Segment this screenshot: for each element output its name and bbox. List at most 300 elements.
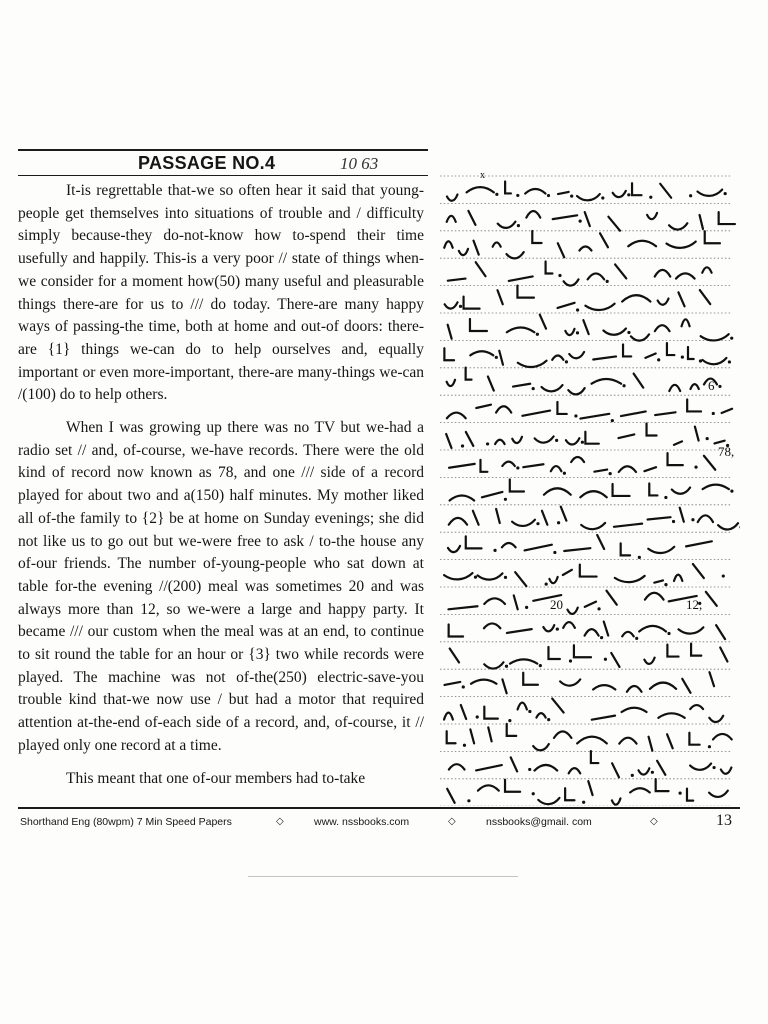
shorthand-stroke — [478, 785, 499, 790]
shorthand-stroke — [560, 679, 580, 685]
shorthand-dot — [739, 526, 740, 529]
shorthand-stroke — [687, 789, 693, 801]
shorthand-stroke — [612, 763, 619, 777]
shorthand-stroke — [678, 292, 684, 306]
shorthand-stroke — [507, 629, 532, 633]
shorthand-stroke — [622, 632, 633, 637]
shorthand-stroke — [447, 413, 466, 419]
shorthand-stroke — [563, 570, 572, 575]
shorthand-stroke — [669, 223, 687, 229]
shorthand-stroke — [581, 523, 605, 529]
shorthand-stroke — [593, 685, 615, 689]
shorthand-stroke — [655, 412, 675, 415]
shorthand-stroke — [538, 798, 559, 804]
shorthand-stroke — [553, 215, 577, 219]
shorthand-stroke — [466, 368, 472, 380]
shorthand-dot — [718, 385, 721, 388]
shorthand-stroke — [505, 181, 511, 193]
shorthand-stroke — [667, 734, 673, 748]
shorthand-dot — [504, 498, 507, 501]
shorthand-dot — [724, 192, 727, 195]
shorthand-stroke — [687, 399, 701, 411]
shorthand-stroke — [639, 626, 666, 632]
shorthand-stroke — [713, 734, 732, 740]
shorthand-stroke — [525, 189, 545, 194]
shorthand-stroke — [577, 737, 607, 744]
scan-edge-line — [248, 876, 518, 877]
shorthand-stroke — [476, 262, 486, 276]
shorthand-dot — [681, 355, 684, 358]
shorthand-dot — [461, 444, 464, 447]
shorthand-stroke — [619, 466, 636, 472]
shorthand-stroke — [674, 575, 682, 581]
shorthand-stroke — [558, 303, 575, 308]
shorthand-stroke — [470, 729, 474, 743]
shorthand-dot — [545, 583, 548, 586]
shorthand-stroke — [533, 744, 549, 750]
shorthand-stroke — [600, 233, 608, 247]
shorthand-stroke — [554, 731, 571, 738]
shorthand-dot — [467, 799, 470, 802]
shorthand-stroke — [447, 194, 458, 200]
shorthand-dot — [505, 665, 508, 668]
shorthand-stroke — [592, 716, 615, 720]
shorthand-dot — [712, 412, 715, 415]
shorthand-stroke — [542, 385, 563, 391]
passage-title: PASSAGE NO.4 — [138, 153, 276, 173]
shorthand-dot — [495, 356, 498, 359]
shorthand-stroke — [561, 507, 567, 521]
shorthand-stroke — [447, 789, 454, 803]
shorthand-dot — [582, 801, 585, 804]
shorthand-stroke — [542, 511, 547, 525]
shorthand-stroke — [700, 215, 703, 229]
shorthand-stroke — [588, 273, 605, 279]
shorthand-stroke — [615, 264, 626, 278]
shorthand-stroke — [700, 290, 710, 304]
shorthand-stroke — [703, 485, 729, 490]
shorthand-dot — [569, 659, 572, 662]
shorthand-stroke — [579, 246, 591, 250]
shorthand-dot — [631, 774, 634, 777]
shorthand-dot — [627, 331, 630, 334]
shorthand-dot — [553, 551, 556, 554]
shorthand-stroke — [461, 705, 466, 719]
shorthand-dot — [504, 576, 507, 579]
shorthand-stroke — [606, 591, 616, 605]
shorthand-dot — [622, 384, 625, 387]
shorthand-stroke — [444, 348, 454, 360]
shorthand-dot — [706, 437, 709, 440]
diamond-icon: ◇ — [448, 816, 456, 827]
shorthand-dot — [463, 744, 466, 747]
shorthand-dot — [579, 220, 582, 223]
shorthand-stroke — [567, 608, 577, 614]
shorthand-dot — [558, 274, 561, 277]
shorthand-stroke — [628, 241, 656, 246]
shorthand-stroke — [552, 356, 563, 360]
shorthand-dot — [657, 358, 660, 361]
shorthand-stroke — [449, 518, 467, 525]
shorthand-stroke — [647, 213, 657, 219]
shorthand-stroke — [704, 456, 715, 470]
shorthand-dot — [664, 496, 667, 499]
shorthand-stroke — [668, 453, 683, 465]
shorthand-stroke — [709, 791, 728, 797]
shorthand-stroke — [622, 295, 650, 301]
shorthand-stroke — [721, 768, 732, 774]
shorthand-stroke — [470, 351, 493, 355]
shorthand-stroke — [502, 679, 506, 693]
shorthand-stroke — [674, 441, 682, 444]
shorthand-stroke — [594, 470, 607, 472]
shorthand-stroke — [523, 673, 538, 685]
shorthand-stroke — [484, 598, 505, 604]
shorthand-stroke — [448, 546, 460, 552]
shorthand-stroke — [716, 625, 725, 639]
shorthand-stroke — [657, 761, 665, 775]
shorthand-stroke — [569, 768, 581, 773]
shorthand-stroke — [630, 788, 650, 792]
shorthand-stroke — [698, 515, 713, 522]
handwritten-note-text: 10 63 — [340, 154, 379, 173]
shorthand-stroke — [682, 679, 690, 693]
shorthand-stroke — [445, 682, 461, 685]
shorthand-stroke — [611, 653, 619, 667]
shorthand-stroke — [488, 377, 494, 391]
shorthand-stroke — [480, 460, 487, 472]
shorthand-stroke — [612, 798, 621, 804]
shorthand-dot — [570, 194, 573, 197]
shorthand-stroke — [571, 457, 584, 462]
shorthand-stroke — [470, 319, 487, 331]
shorthand-dot — [635, 637, 638, 640]
shorthand-stroke — [658, 298, 669, 304]
shorthand-stroke — [709, 672, 714, 686]
shorthand-stroke — [580, 414, 609, 419]
shorthand-dot — [638, 556, 641, 559]
shorthand-stroke — [695, 427, 699, 441]
footer-book-title: Shorthand Eng (80wpm) 7 Min Speed Papers — [20, 816, 232, 828]
shorthand-stroke — [564, 548, 590, 551]
shorthand-stroke — [488, 727, 491, 741]
shorthand-dot — [604, 658, 607, 661]
shorthand-stroke — [676, 273, 695, 278]
shorthand-stroke — [507, 252, 524, 258]
shorthand-stroke — [593, 356, 616, 359]
shorthand-stroke — [467, 187, 494, 192]
shorthand-dot — [576, 308, 579, 311]
shorthand-stroke — [615, 576, 645, 582]
shorthand-stroke — [518, 703, 527, 710]
shorthand-dot — [565, 360, 568, 363]
shorthand-stroke — [471, 680, 497, 684]
shorthand-stroke — [474, 241, 479, 255]
shorthand-dot — [601, 196, 604, 199]
shorthand-dot — [708, 745, 711, 748]
shorthand-stroke — [464, 297, 480, 309]
shorthand-label-78: 78, — [718, 444, 735, 459]
shorthand-stroke — [585, 304, 614, 310]
shorthand-stroke — [627, 686, 642, 692]
shorthand-stroke — [536, 713, 545, 717]
shorthand-stroke — [622, 708, 647, 712]
shorthand-stroke — [580, 491, 606, 497]
shorthand-dot — [627, 193, 630, 196]
shorthand-stroke — [484, 707, 498, 719]
shorthand-dot — [547, 718, 550, 721]
shorthand-label-x: x — [480, 170, 485, 181]
shorthand-stroke — [585, 432, 598, 444]
shorthand-stroke — [557, 402, 566, 414]
shorthand-stroke — [568, 388, 584, 394]
shorthand-stroke — [523, 464, 543, 467]
shorthand-stroke — [619, 738, 636, 744]
shorthand-stroke — [448, 606, 477, 609]
shorthand-stroke — [680, 508, 684, 522]
shorthand-stroke — [591, 751, 598, 763]
shorthand-stroke — [585, 629, 599, 636]
shorthand-dot — [664, 583, 667, 586]
shorthand-stroke — [502, 462, 514, 466]
shorthand-stroke — [512, 437, 522, 443]
shorthand-stroke — [446, 434, 451, 448]
shorthand-stroke — [666, 242, 695, 248]
shorthand-dot — [555, 439, 558, 442]
shorthand-stroke — [705, 231, 720, 243]
shorthand-stroke — [597, 535, 604, 549]
shorthand-stroke — [672, 487, 690, 493]
footer — [20, 814, 738, 832]
shorthand-stroke — [466, 536, 482, 548]
shorthand-stroke — [604, 622, 608, 636]
shorthand-label-20: 20 — [550, 597, 563, 612]
shorthand-dot — [694, 465, 697, 468]
shorthand-stroke — [718, 523, 738, 529]
shorthand-stroke — [507, 724, 517, 736]
shorthand-stroke — [608, 217, 620, 231]
shorthand-dot — [459, 305, 462, 308]
paragraph-1: It-is regrettable that-we so often hear it said that young-people get themselves into situations of trouble and / difficulty simply because-they do-not-know how to-spend their time usefully and happily. This-is a very poor // state of things when-we consider for a moment how(50) many useful and pleasurable things there-are for us to /// do today. There-are many happy ways of passing-the time, both at home and out-of doors: there-are {1} things we-can do to help ourselves and, equally important or even more-important, there-are many-things we-can /(100) do to help others. — [18, 182, 424, 404]
shorthand-stroke — [534, 765, 557, 771]
shorthand-stroke — [697, 190, 722, 196]
shorthand-stroke — [614, 524, 642, 527]
shorthand-stroke — [706, 592, 717, 606]
shorthand-stroke — [544, 488, 571, 494]
shorthand-stroke — [551, 466, 562, 471]
shorthand-stroke — [667, 645, 678, 657]
shorthand-stroke — [631, 334, 649, 340]
paragraph-2: When I was growing up there was no TV but we-had a radio set // and, of-course, we-have records. There were the old kind of record now known as 78, and one /// side of a record played for about two and a(150) half minutes. My mother liked all of-the family to {2} be at home on Sunday evenings; she did not like us to go out but we-were free to ask / to-the house any of-our friends. The number of-young-people who sat down at table for-the evening //(200) meal was sometimes 20 and was always more than 12, so we-were a large and happy party. It became /// our custom when the meal was at an end, to continue to sit round the table for an hour or {3} two while records were played. The machine was not of-the(250) electric-save-you trouble kind that-we now use / but had a motor that required attention at-the-end of-each side of a record, and, of-course, it // played only one record at a time. — [18, 419, 424, 754]
shorthand-stroke — [701, 334, 729, 340]
shorthand-stroke — [484, 623, 500, 628]
shorthand-dot — [651, 771, 654, 774]
shorthand-dot — [528, 768, 531, 771]
shorthand-stroke — [660, 184, 671, 198]
shorthand-stroke — [722, 409, 733, 413]
shorthand-stroke — [505, 780, 520, 792]
shorthand-stroke — [655, 270, 671, 277]
shorthand-stroke — [702, 358, 726, 364]
shorthand-stroke — [558, 243, 564, 257]
shorthand-dot — [576, 331, 579, 334]
shorthand-dot — [563, 472, 566, 475]
shorthand-stroke — [638, 768, 649, 774]
shorthand-dot — [508, 719, 511, 722]
shorthand-dot — [597, 607, 600, 610]
shorthand-dot — [517, 224, 520, 227]
shorthand-strokes — [444, 181, 740, 804]
shorthand-stroke — [688, 347, 694, 359]
shorthand-dot — [516, 194, 519, 197]
shorthand-dot — [557, 521, 560, 524]
shorthand-stroke — [548, 647, 559, 659]
shorthand-stroke — [511, 757, 517, 771]
shorthand-stroke — [690, 764, 711, 770]
shorthand-stroke — [450, 495, 475, 500]
shorthand-dot — [525, 606, 528, 609]
shorthand-stroke — [514, 595, 518, 609]
shorthand-dot — [730, 490, 733, 493]
shorthand-stroke — [484, 662, 503, 668]
paragraph-3: This meant that one of-our members had to-take — [66, 769, 366, 787]
shorthand-dot — [536, 522, 539, 525]
shorthand-dot — [730, 337, 733, 340]
shorthand-stroke — [493, 242, 501, 246]
shorthand-dot — [536, 333, 539, 336]
shorthand-stroke — [449, 464, 475, 468]
shorthand-stroke — [691, 644, 701, 656]
shorthand-stroke — [499, 351, 503, 365]
shorthand-stroke — [450, 648, 459, 662]
shorthand-stroke — [448, 325, 452, 339]
shorthand-stroke — [649, 737, 653, 751]
shorthand-stroke — [515, 572, 526, 586]
shorthand-dot — [528, 710, 531, 713]
shorthand-dot — [516, 466, 519, 469]
shorthand-stroke — [690, 705, 703, 709]
passage-text — [18, 180, 424, 790]
shorthand-dot — [547, 194, 550, 197]
title-underline — [18, 175, 428, 176]
shorthand-stroke — [613, 191, 626, 197]
shorthand-dot — [532, 387, 535, 390]
shorthand-stroke — [648, 517, 671, 519]
shorthand-stroke — [449, 764, 465, 769]
shorthand-stroke — [565, 329, 574, 335]
shorthand-dot — [611, 419, 614, 422]
shorthand-stroke — [546, 261, 553, 273]
shorthand-dot — [581, 441, 584, 444]
shorthand-stroke — [498, 290, 503, 304]
shorthand-stroke — [498, 222, 516, 228]
shorthand-dot — [722, 574, 725, 577]
shorthand-dot — [606, 280, 609, 283]
shorthand-stroke — [709, 716, 723, 722]
shorthand-dot — [609, 472, 612, 475]
shorthand-stroke — [618, 434, 634, 438]
shorthand-dot — [495, 193, 498, 196]
shorthand-stroke — [543, 625, 554, 631]
diamond-icon: ◇ — [276, 816, 284, 827]
shorthand-stroke — [686, 541, 712, 546]
shorthand-stroke — [566, 438, 579, 444]
shorthand-stroke — [650, 683, 676, 689]
shorthand-stroke — [644, 467, 656, 471]
shorthand-stroke — [444, 241, 452, 247]
shorthand-dot — [462, 685, 465, 688]
shorthand-stroke — [577, 194, 600, 200]
shorthand-stroke — [621, 543, 630, 555]
shorthand-stroke — [585, 602, 596, 607]
shorthand-stroke — [603, 329, 626, 335]
shorthand-stroke — [535, 436, 554, 442]
shorthand-stroke — [445, 302, 458, 308]
shorthand-stroke — [518, 361, 547, 367]
shorthand-stroke — [466, 432, 473, 446]
shorthand-dot — [493, 549, 496, 552]
shorthand-stroke — [656, 779, 669, 791]
shorthand-dot — [476, 715, 479, 718]
shorthand-stroke — [585, 212, 590, 226]
shorthand-stroke — [580, 565, 597, 577]
shorthand-stroke — [447, 380, 455, 386]
shorthand-dot — [574, 414, 577, 417]
shorthand-stroke — [552, 699, 563, 713]
shorthand-stroke — [532, 231, 541, 243]
shorthand-stroke — [648, 547, 674, 553]
shorthand-stroke — [720, 648, 727, 662]
shorthand-stroke — [634, 374, 644, 388]
shorthand-stroke — [459, 249, 468, 255]
shorthand-outlines — [440, 146, 740, 806]
shorthand-label-6: 6 — [708, 378, 715, 393]
shorthand-stroke — [645, 354, 655, 358]
shorthand-stroke — [496, 406, 511, 412]
shorthand-stroke — [478, 573, 503, 579]
shorthand-stroke — [613, 484, 630, 496]
shorthand-stroke — [564, 279, 579, 285]
shorthand-stroke — [525, 545, 552, 551]
shorthand-label-12: 12, — [686, 597, 703, 612]
footer-email: nssbooks@gmail. com — [486, 816, 592, 828]
shorthand-stroke — [502, 543, 516, 547]
shorthand-stroke — [549, 577, 557, 583]
handwritten-note — [338, 150, 390, 174]
shorthand-stroke — [509, 276, 533, 281]
shorthand-dot — [712, 766, 715, 769]
shorthand-stroke — [649, 483, 657, 495]
shorthand-stroke — [632, 183, 641, 195]
shorthand-stroke — [690, 384, 698, 389]
shorthand-stroke — [476, 765, 502, 770]
shorthand-stroke — [689, 733, 699, 745]
shorthand-dot — [667, 632, 670, 635]
shorthand-stroke — [658, 713, 684, 718]
shorthand-stroke — [496, 509, 500, 523]
shorthand-stroke — [495, 440, 505, 444]
shorthand-stroke — [473, 511, 479, 525]
shorthand-stroke — [647, 424, 657, 436]
shorthand-stroke — [588, 781, 592, 795]
shorthand-stroke — [644, 658, 654, 664]
shorthand-stroke — [645, 593, 664, 600]
shorthand-stroke — [654, 580, 663, 582]
shorthand-stroke — [669, 385, 680, 391]
shorthand-stroke — [682, 319, 690, 326]
shorthand-stroke — [513, 384, 530, 387]
diamond-icon: ◇ — [650, 816, 658, 827]
